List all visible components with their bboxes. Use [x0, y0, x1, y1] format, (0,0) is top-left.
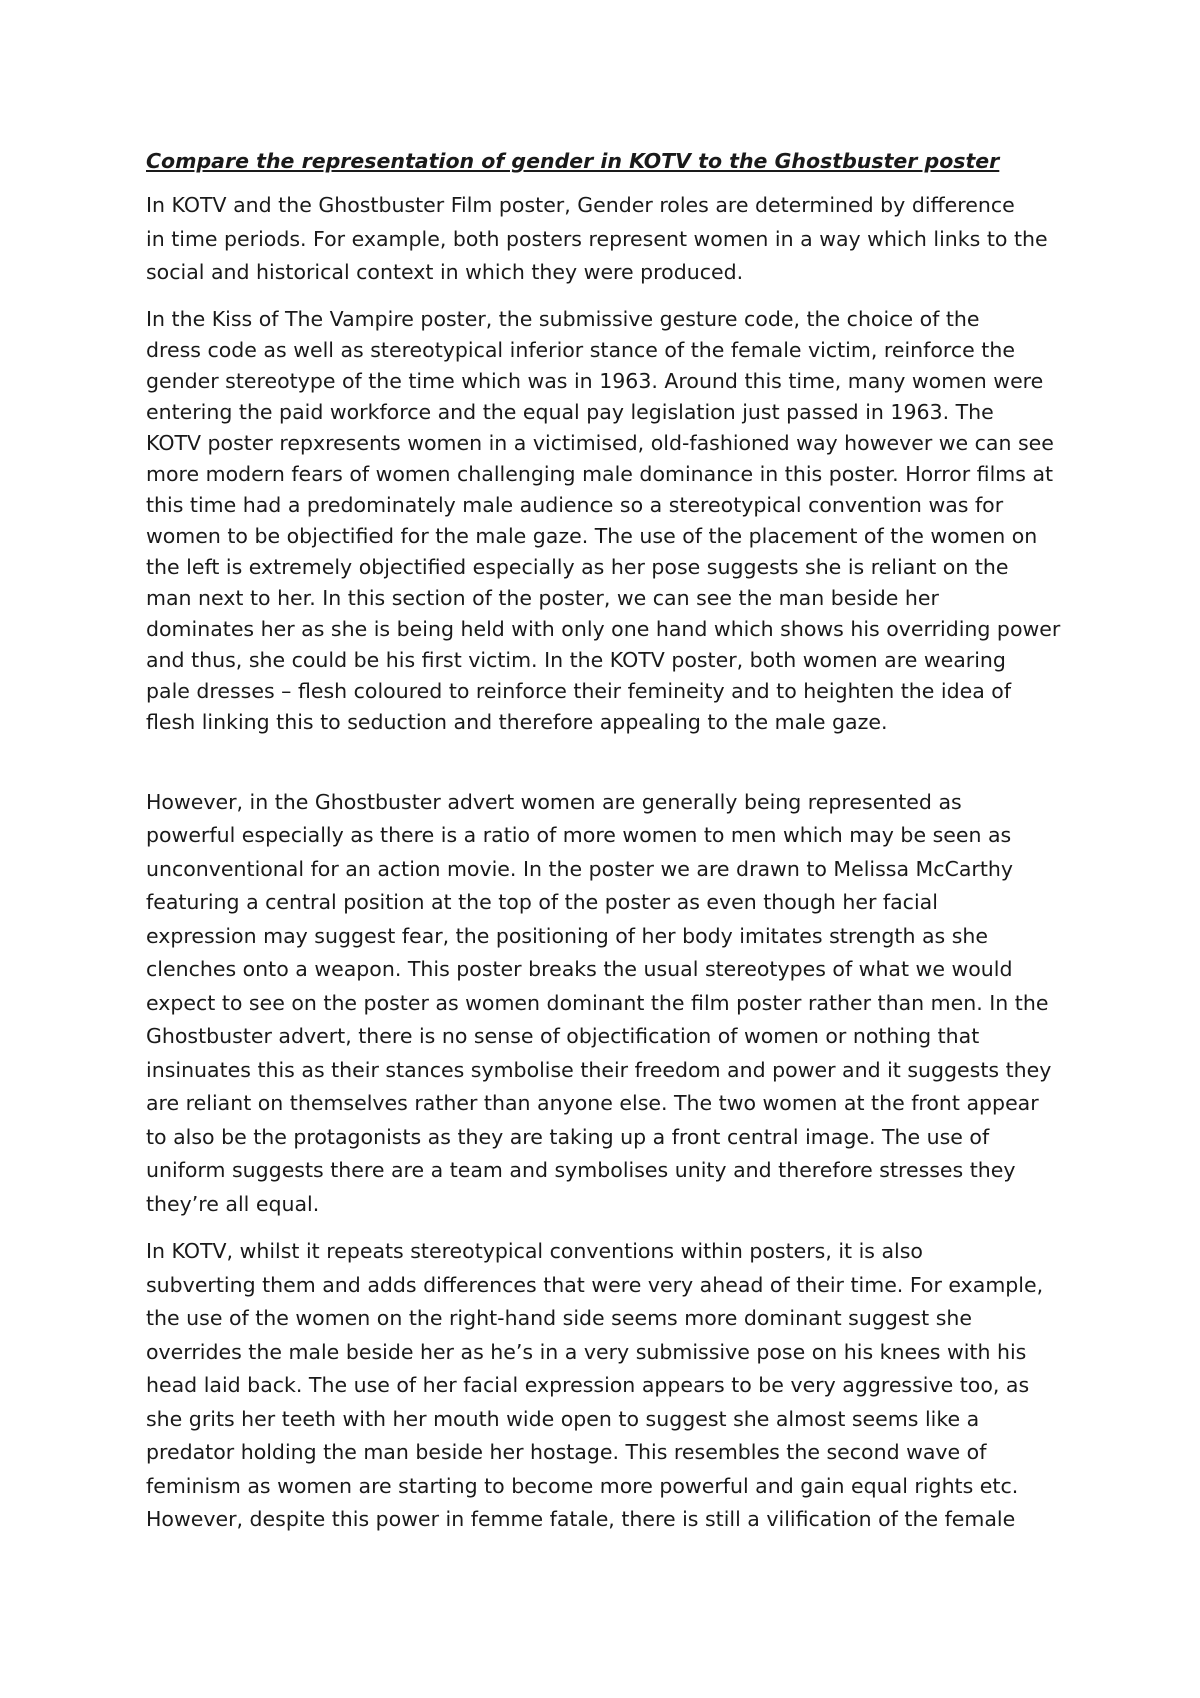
text-line: expect to see on the poster as women dominant the film poster rather than men. In the [146, 990, 1049, 1015]
text-line: flesh linking this to seduction and therefore appealing to the male gaze. [146, 709, 888, 734]
text-line: powerful especially as there is a ratio of more women to men which may be seen as [146, 823, 1012, 847]
text-line: In the Kiss of The Vampire poster, the submissive gesture code, the choice of the [146, 306, 980, 331]
document-body [146, 145, 1071, 1551]
paragraph-ghostbuster [146, 786, 1071, 1222]
text-line: featuring a central position at the top of the poster as even though her facial [146, 890, 938, 914]
text-line: to also be the protagonists as they are taking up a front central image. The use of [146, 1124, 990, 1149]
text-line: and thus, she could be his first victim. In the KOTV poster, both women are wearing [146, 647, 1006, 672]
text-line: pale dresses – flesh coloured to reinforce their femineity and to heighten the idea of [146, 678, 1012, 703]
text-line: clenches onto a weapon. This poster breaks the usual stereotypes of what we would [146, 957, 1013, 981]
text-line: more modern fears of women challenging male dominance in this poster. Horror films at [146, 461, 1054, 486]
text-line: women to be objectified for the male gaze. The use of the placement of the women on [146, 523, 1038, 548]
paragraph-intro [146, 189, 1071, 290]
text-line: subverting them and adds differences that were very ahead of their time. For example, [146, 1272, 1044, 1297]
text-line: However, in the Ghostbuster advert women are generally being represented as [146, 789, 962, 814]
text-line: social and historical context in which they were produced. [146, 260, 744, 284]
text-line: uniform suggests there are a team and symbolises unity and therefore stresses they [146, 1158, 1016, 1182]
paragraph-subversion [146, 1235, 1071, 1537]
text-line: overrides the male beside her as he’s in a very submissive pose on his knees with his [146, 1339, 1027, 1364]
text-line: dress code as well as stereotypical inferior stance of the female victim, reinforce the [146, 337, 1015, 362]
text-line: head laid back. The use of her facial expression appears to be very aggressive too, as [146, 1373, 1030, 1397]
text-line: man next to her. In this section of the poster, we can see the man beside her [146, 585, 939, 610]
text-line: KOTV poster repxresents women in a victimised, old-fashioned way however we can see [146, 430, 1054, 455]
text-line: she grits her teeth with her mouth wide open to suggest she almost seems like a [146, 1406, 980, 1431]
text-line: in time periods. For example, both posters represent women in a way which links to the [146, 226, 1048, 251]
text-line: feminism as women are starting to become more powerful and gain equal rights etc. [146, 1473, 1019, 1498]
text-line: predator holding the man beside her hostage. This resembles the second wave of [146, 1440, 987, 1464]
text-line: insinuates this as their stances symbolise their freedom and power and it suggests they [146, 1057, 1052, 1082]
text-line: dominates her as she is being held with only one hand which shows his overriding power [146, 616, 1061, 641]
text-line: entering the paid workforce and the equal pay legislation just passed in 1963. The [146, 399, 994, 424]
text-line: gender stereotype of the time which was in 1963. Around this time, many women were [146, 368, 1044, 393]
text-line: Ghostbuster advert, there is no sense of objectification of women or nothing that [146, 1024, 980, 1048]
text-line: In KOTV and the Ghostbuster Film poster, Gender roles are determined by difference [146, 193, 1015, 217]
text-line: the use of the women on the right-hand side seems more dominant suggest she [146, 1306, 973, 1330]
text-line: this time had a predominately male audience so a stereotypical convention was for [146, 492, 1004, 517]
text-line: are reliant on themselves rather than anyone else. The two women at the front appear [146, 1091, 1039, 1115]
text-line: However, despite this power in femme fatale, there is still a vilification of the female [146, 1507, 1016, 1531]
text-line: they’re all equal. [146, 1191, 320, 1216]
paragraph-kotv [146, 304, 1071, 738]
text-line: the left is extremely objectified especially as her pose suggests she is reliant on the [146, 554, 1009, 579]
text-line: unconventional for an action movie. In the poster we are drawn to Melissa McCarthy [146, 856, 1013, 881]
document-title: Compare the representation of gender in KOTV to the Ghostbuster poster [146, 149, 1000, 173]
text-line: expression may suggest fear, the positioning of her body imitates strength as she [146, 923, 989, 948]
text-line: In KOTV, whilst it repeats stereotypical conventions within posters, it is also [146, 1239, 923, 1263]
